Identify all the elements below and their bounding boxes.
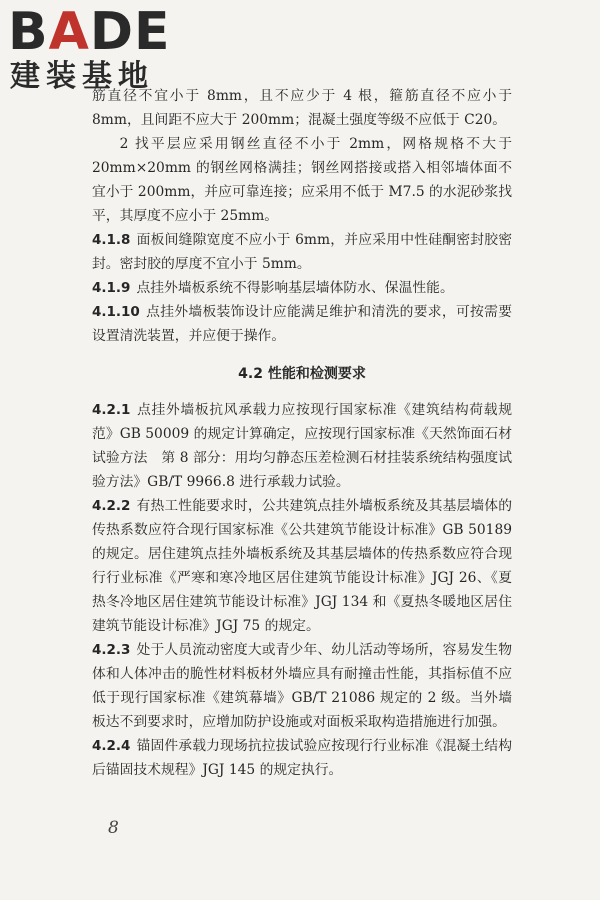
clause-number: 4.2.2 <box>92 498 131 514</box>
clause-number: 4.1.10 <box>92 304 140 320</box>
paragraph-item-2: 2 找平层应采用钢丝直径不小于 2mm，网格规格不大于 20mm×20mm 的钢丝网格满挂；钢丝网搭接或搭入相邻墙体面不宜小于 200mm，并应可靠连接；应采用不低于 M7.5 的水泥砂浆找平，其厚度不应小于 25mm。 <box>92 136 512 224</box>
clause-number: 4.1.8 <box>92 232 131 248</box>
bade-logo <box>8 4 178 96</box>
clause-4-1-10 <box>92 300 512 348</box>
clause-4-2-3 <box>92 638 512 734</box>
section-heading: 4.2 性能和检测要求 <box>238 366 366 382</box>
logo-subtitle: 建装基地 <box>10 59 154 94</box>
clause-4-1-8 <box>92 228 512 276</box>
body-text <box>92 84 512 782</box>
clause-text: 点挂外墙板装饰设计应能满足维护和清洗的要求，可按需要设置清洗装置，并应便于操作。 <box>92 304 512 344</box>
clause-text: 点挂外墙板抗风承载力应按现行国家标准《建筑结构荷载规范》GB 50009 的规定计算确定，应按现行国家标准《天然饰面石材试验方法 第 8 部分：用均匀静态压差检测石材挂装系统结构强度试验方法》GB/T 9966.8 进行承载力试验。 <box>92 402 512 490</box>
clause-text: 点挂外墙板系统不得影响基层墙体防水、保温性能。 <box>136 280 454 296</box>
clause-4-2-1 <box>92 398 512 494</box>
clause-number: 4.2.1 <box>92 402 131 418</box>
clause-text: 有热工性能要求时，公共建筑点挂外墙板系统及其基层墙体的传热系数应符合现行国家标准《公共建筑节能设计标准》GB 50189 的规定。居住建筑点挂外墙板系统及其基层墙体的传热系数应符合现行行业标准《严寒和寒冷地区居住建筑节能设计标准》JGJ 26、《夏热冬冷地区居住建筑节能设计标准》JGJ 134 和《夏热冬暖地区居住建筑节能设计标准》JGJ 75 的规定。 <box>92 498 512 634</box>
clause-4-2-2 <box>92 494 512 638</box>
clause-text: 锚固件承载力现场抗拉拔试验应按现行行业标准《混凝土结构后锚固技术规程》JGJ 145 的规定执行。 <box>92 738 512 778</box>
page-number: 8 <box>108 818 119 838</box>
clause-number: 4.2.3 <box>92 642 131 658</box>
clause-text: 面板间缝隙宽度不应小于 6mm，并应采用中性硅酮密封胶密封。密封胶的厚度不宜小于 5mm。 <box>92 232 512 272</box>
clause-number: 4.2.4 <box>92 738 131 754</box>
clause-4-2-4 <box>92 734 512 782</box>
clause-4-1-9 <box>92 276 512 300</box>
logo-wordmark: BADE <box>8 2 171 62</box>
clause-text: 处于人员流动密度大或青少年、幼儿活动等场所，容易发生物体和人体冲击的脆性材料板材外墙应具有耐撞击性能，其指标值不应低于现行国家标准《建筑幕墙》GB/T 21086 规定的 2 级。当外墙板达不到要求时，应增加防护设施或对面板采取构造措施进行加强。 <box>92 642 512 730</box>
clause-number: 4.1.9 <box>92 280 131 296</box>
paragraph-continued: 筋直径不宜小于 8mm，且不应少于 4 根，箍筋直径不应小于 8mm，且间距不应大于 200mm；混凝土强度等级不应低于 C20。 <box>92 88 512 128</box>
